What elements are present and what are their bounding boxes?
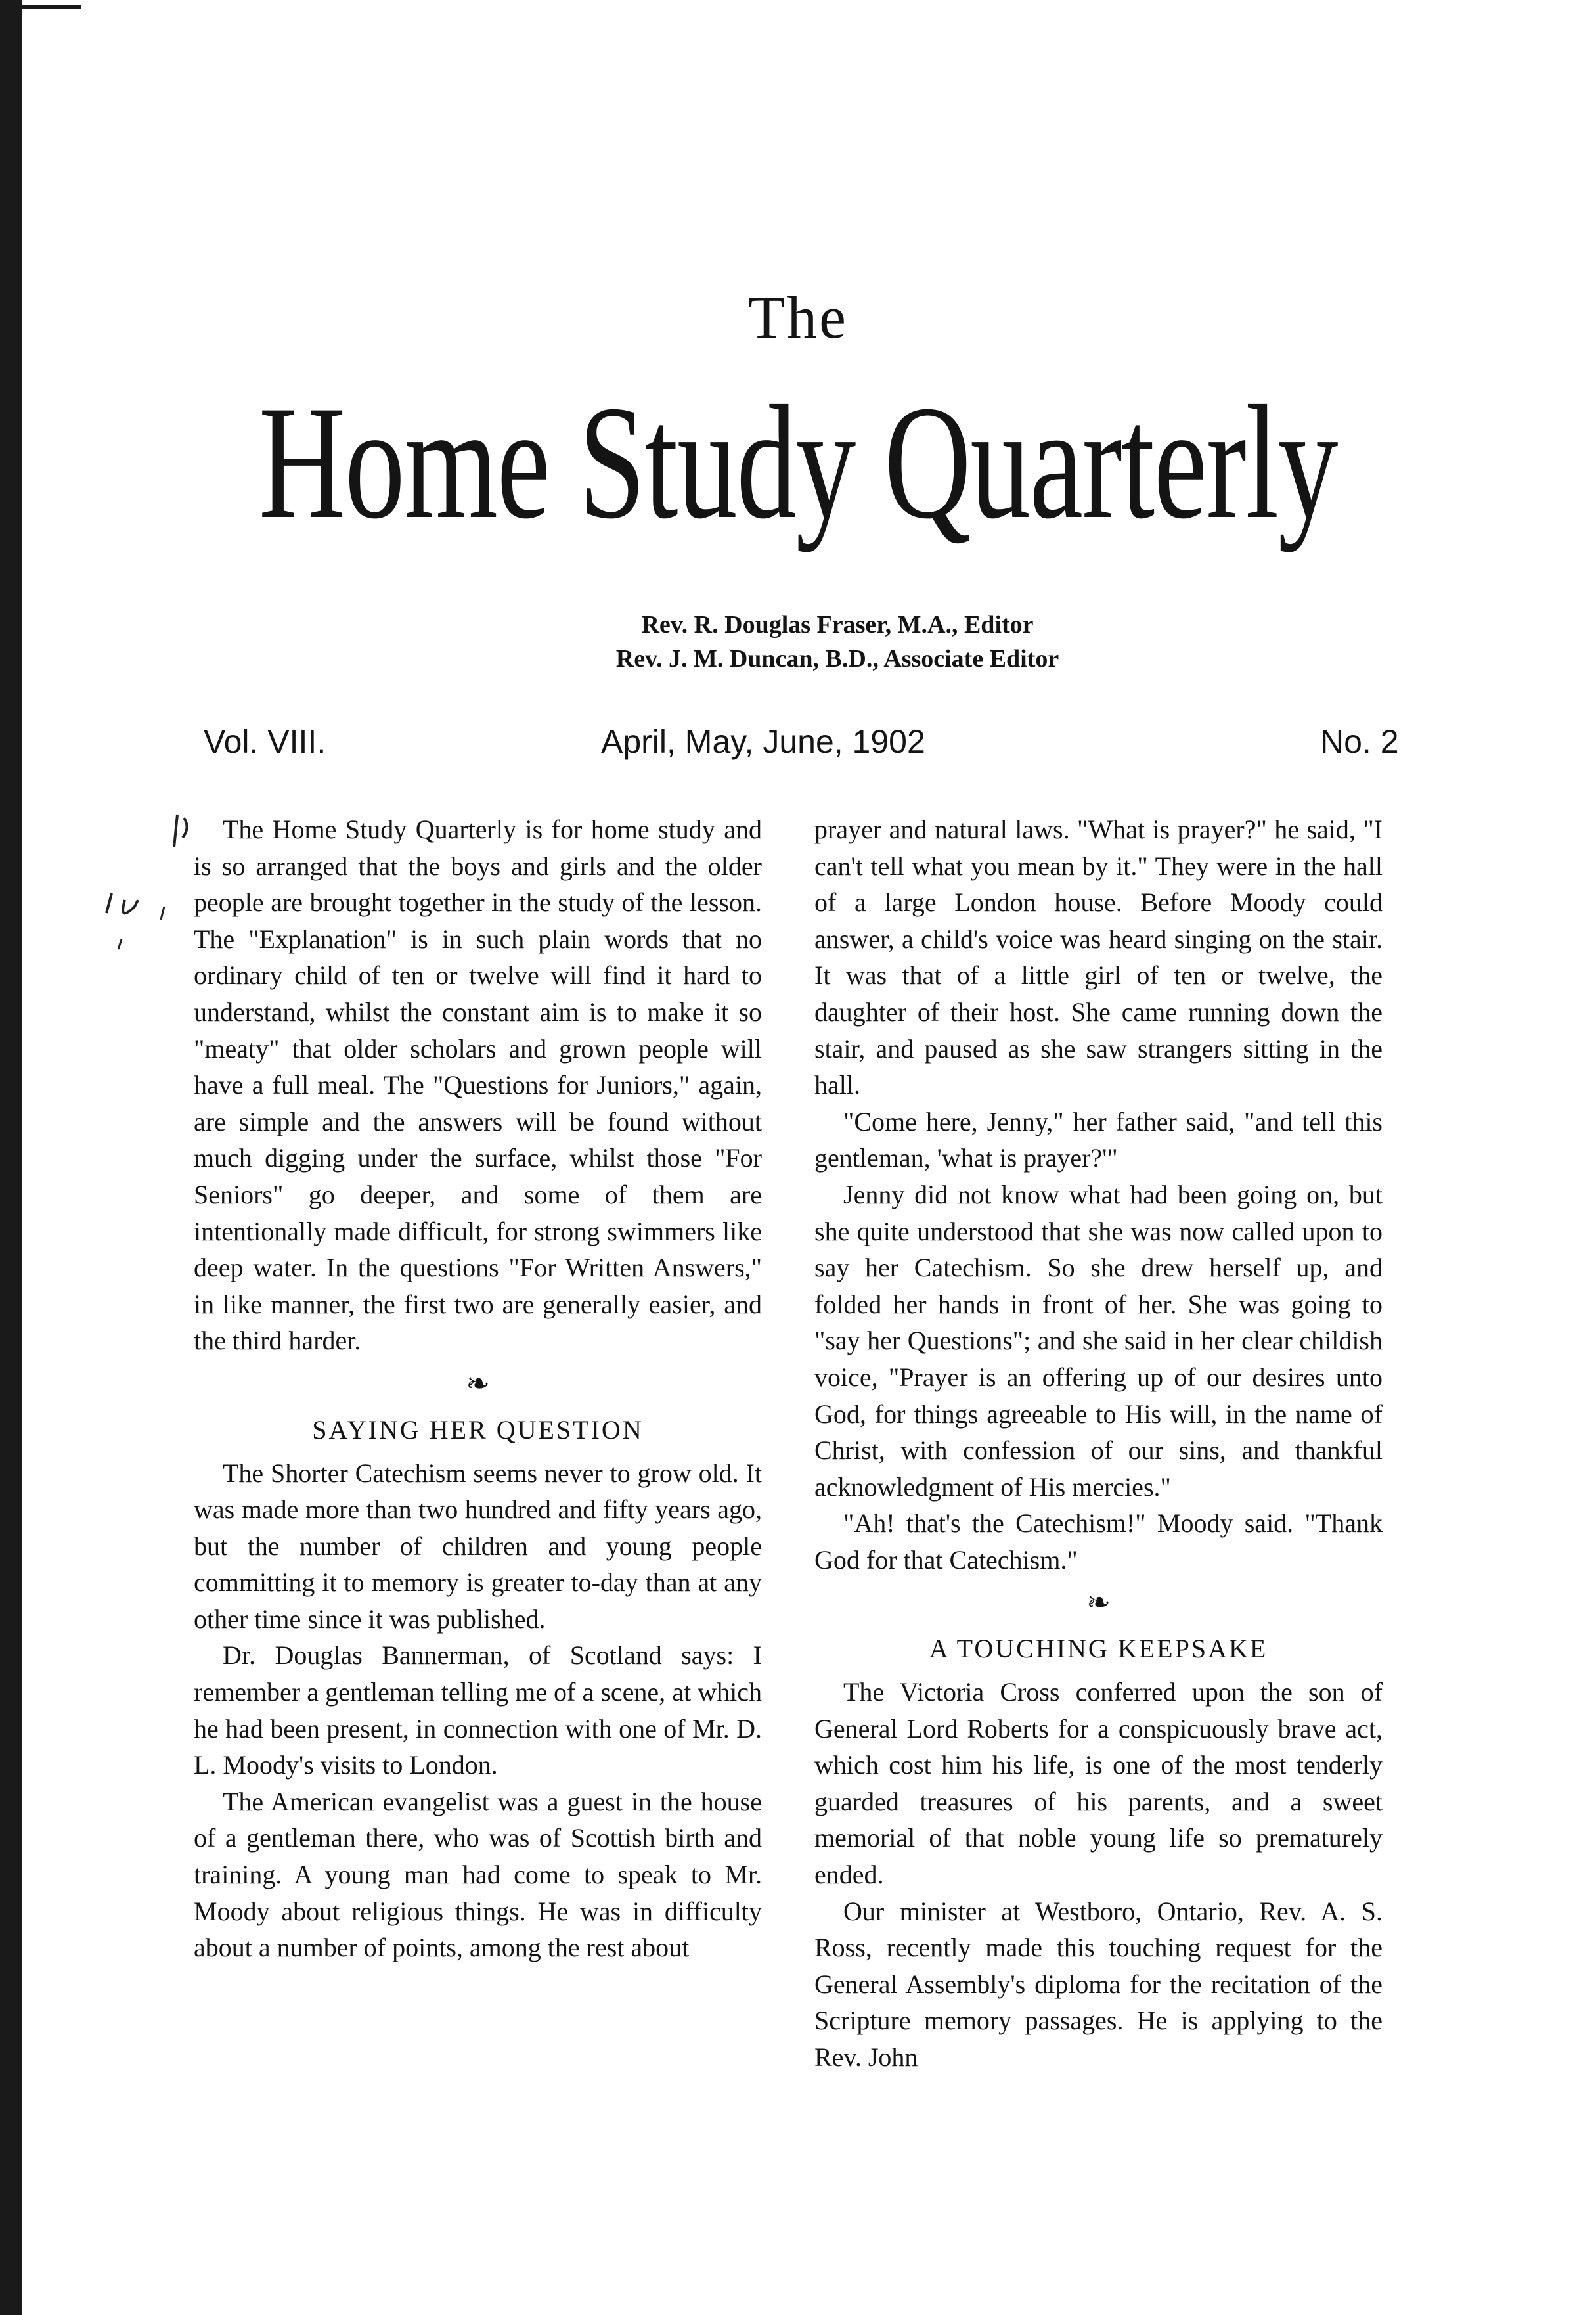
issue-date: April, May, June, 1902 <box>601 723 925 760</box>
margin-pencil-marks <box>99 808 197 979</box>
section-heading-touching-keepsake: A TOUCHING KEEPSAKE <box>929 1634 1268 1664</box>
fleuron-ornament: ❧ <box>466 1367 490 1400</box>
editor-line: Rev. R. Douglas Fraser, M.A., Editor <box>641 611 1034 639</box>
continued-paragraph: prayer and natural laws. "What is prayer?" he said, "I can't tell what you mean by it." They were in the hall of a large London house. Before Moody could answer, a child's voice was heard singing on the stair. It was that of a little girl of ten or twelve, the daughter of their host. She came running down the stair, and paused as she saw strangers sitting in the hall. <box>814 815 1383 1100</box>
associate-editor-line: Rev. J. M. Duncan, B.D., Associate Editor <box>615 645 1059 673</box>
binding-tick <box>22 5 81 9</box>
body-paragraph: The Victoria Cross conferred upon the son of General Lord Roberts for a conspicuously brave act, which cost him his life, is one of the most tenderly guarded treasures of his parents, and a sweet memorial of that noble young life so prematurely ended. <box>814 1677 1383 1890</box>
left-column <box>194 811 762 2276</box>
masthead-title: Home Study Quarterly <box>258 372 1338 552</box>
body-paragraph: The Shorter Catechism seems never to grow old. It was made more than two hundred and fifty years ago, but the number of children and young people committing it to memory is greater to-day than at any other time since it was published. <box>194 1458 762 1634</box>
body-paragraph: Jenny did not know what had been going on, but she quite understood that she was now called upon to say her Catechism. So she drew herself up, and folded her hands in front of her. She was going to "say her Questions"; and she said in her clear childish voice, "Prayer is an offering up of our desires unto God, for things agreeable to His will, in the name of Christ, with confession of our sins, and thankful acknowledgment of His mercies." <box>814 1179 1383 1502</box>
right-column <box>814 811 1383 2276</box>
intro-paragraph: The Home Study Quarterly is for home study and is so arranged that the boys and girls and the older people are brought together in the study of the lesson. The "Explanation" is in such plain words that no ordinary child of ten or twelve will find it hard to understand, whilst the constant aim is to make it so "meaty" that older scholars and grown people will have a full meal. The "Questions for Juniors," again, are simple and the answers will be found without much digging under the surface, whilst those "For Seniors" go deeper, and some of them are intentionally made difficult, for strong swimmers like deep water. In the questions "For Written Answers," in like manner, the first two are generally easier, and the third harder. <box>194 815 762 1356</box>
issue-bar <box>0 723 1596 762</box>
body-paragraph: Our minister at Westboro, Ontario, Rev. A. S. Ross, recently made this touching request for the General Assembly's diploma for the recitation of the Scripture memory passages. He is applying to the Rev. John <box>814 1896 1383 2072</box>
body-paragraph: "Ah! that's the Catechism!" Moody said. "Thank God for that Catechism." <box>814 1508 1383 1575</box>
body-paragraph: Dr. Douglas Bannerman, of Scotland says: I remember a gentleman telling me of a scene, at which he had been present, in connection with one of Mr. D. L. Moody's visits to London. <box>194 1640 762 1780</box>
editors-block <box>0 608 1596 676</box>
body-paragraph: The American evangelist was a guest in the house of a gentleman there, who was of Scottish birth and training. A young man had come to speak to Mr. Moody about religious things. He was in difficulty about a number of points, among the rest about <box>194 1786 762 1963</box>
section-heading-saying-her-question: SAYING HER QUESTION <box>312 1414 644 1445</box>
issue-number: No. 2 <box>1320 723 1399 760</box>
fleuron-ornament: ❧ <box>1086 1586 1111 1619</box>
body-paragraph: "Come here, Jenny," her father said, "and tell this gentleman, 'what is prayer?'" <box>814 1106 1383 1173</box>
masthead-article: The <box>747 284 849 351</box>
volume-label: Vol. VIII. <box>204 723 326 760</box>
